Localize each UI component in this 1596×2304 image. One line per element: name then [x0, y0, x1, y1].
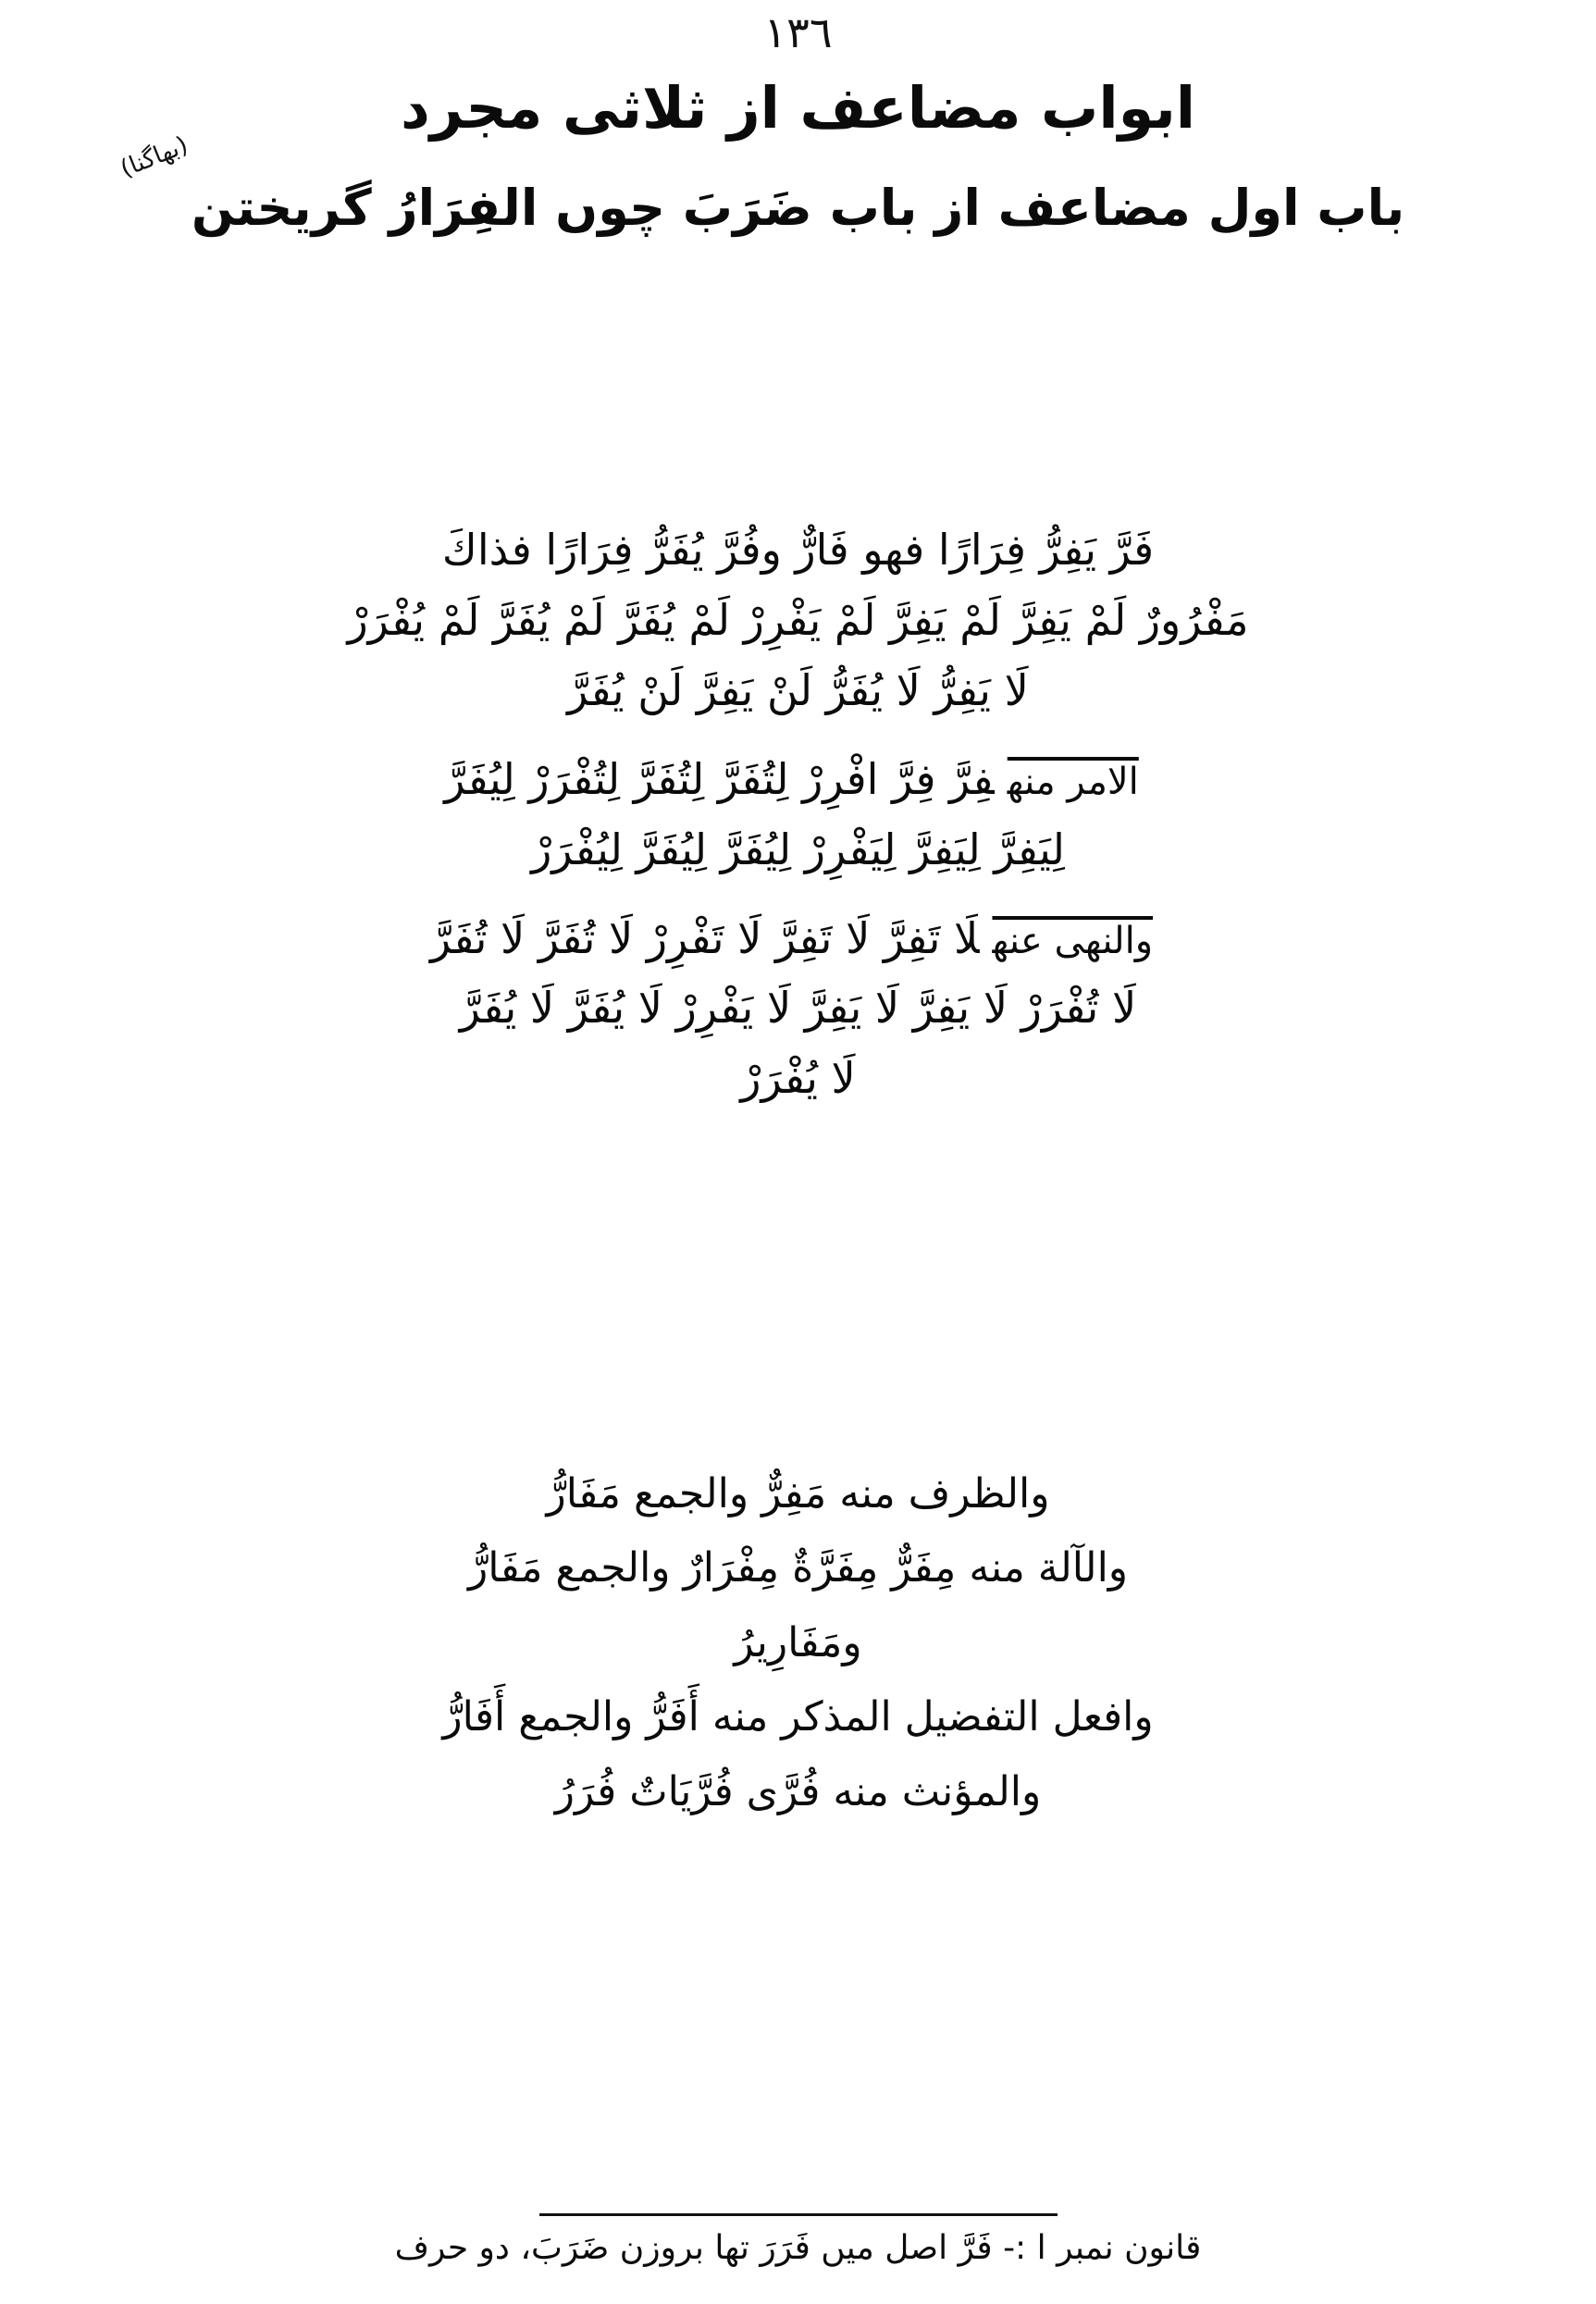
- conjugation-line: لِيَفِرَّ لِيَفِرَّ لِيَفْرِرْ لِيُفَرَّ لِيُفَرَّ لِيُفْرَرْ: [531, 824, 1065, 874]
- derivatives-notes: [56, 1462, 1540, 1834]
- conjugation-group-prohibition: [56, 907, 1540, 1112]
- page-subtitle: باب اول مضاعف از باب ضَرَبَ چوں الفِرَارُ گریختن: [191, 179, 1405, 237]
- footnote-text: فَرَّ اصل ميں فَرَرَ تھا بروزن ضَرَبَ، دو حرف: [394, 2229, 993, 2267]
- note-line: ومَفَارِيرُ: [734, 1618, 862, 1666]
- page-title: ابواب مضاعف از ثلاثى مجرد: [400, 74, 1195, 142]
- conjugation-text: لَا تَفِرَّ لَا تَفِرَّ لَا تَفْرِرْ لَا تُفَرَّ لَا تُفَرَّ: [429, 912, 980, 963]
- footnote: [46, 2229, 1550, 2267]
- conjugation-group-past-present: [56, 518, 1540, 724]
- note-line: وافعل التفضيل المذكر منه أَفَرُّ والجمع أَفَارُّ: [442, 1693, 1154, 1741]
- subheading-row: [0, 176, 1596, 241]
- footer: [46, 2213, 1550, 2267]
- note-line: والظرف منه مَفِرٌّ والجمع مَفَارُّ: [546, 1470, 1050, 1517]
- conjugation-line: لَا تُفْرَرْ لَا يَفِرَّ لَا يَفِرَّ لَا يَفْرِرْ لَا يُفَرَّ لَا يُفَرَّ: [459, 983, 1137, 1034]
- note-line: والآلة منه مِفَرٌّ مِفَرَّةٌ مِفْرَارٌ والجمع مَفَارُّ: [467, 1544, 1129, 1592]
- conjugation-line-with-tag: [56, 907, 1540, 972]
- conjugation-line: لَا يُفْرَرْ: [740, 1053, 856, 1104]
- conjugation-group-imperative: [56, 748, 1540, 883]
- conjugation-line: فَرَّ يَفِرُّ فِرَارًا فهو فَارٌّ وفُرَّ يُفَرُّ فِرَارًا فذاكَ: [441, 525, 1155, 575]
- conjugation-line: مَفْرُورٌ لَمْ يَفِرَّ لَمْ يَفِرَّ لَمْ يَفْرِرْ لَمْ يُفَرَّ لَمْ يُفَرَّ لَمْ يُفْرَرْ: [347, 594, 1249, 645]
- conjugation-body: [56, 518, 1540, 1135]
- footnote-label: قانون نمبر ا :-: [1003, 2229, 1202, 2267]
- footnote-divider: [539, 2213, 1058, 2216]
- conjugation-line: لَا يَفِرُّ لَا يُفَرُّ لَنْ يَفِرَّ لَنْ يُفَرَّ: [567, 664, 1029, 715]
- heading-block: [0, 72, 1596, 144]
- note-line: والمؤنث منه فُرَّى فُرَّيَاتٌ فُرَرُ: [554, 1767, 1042, 1815]
- conjugation-text: فِرَّ فِرَّ افْرِرْ لِتُفَرَّ لِتُفَرَّ لِتُفْرَرْ لِيُفَرَّ: [444, 753, 995, 804]
- page-number: ١٣٦: [763, 7, 833, 57]
- conjugation-line-with-tag: [56, 748, 1540, 812]
- prohibition-tag: والنهى عنه: [992, 919, 1154, 962]
- subtitle-gloss: (بھاگنا): [117, 130, 192, 184]
- imperative-tag: الامر منه: [1007, 760, 1139, 803]
